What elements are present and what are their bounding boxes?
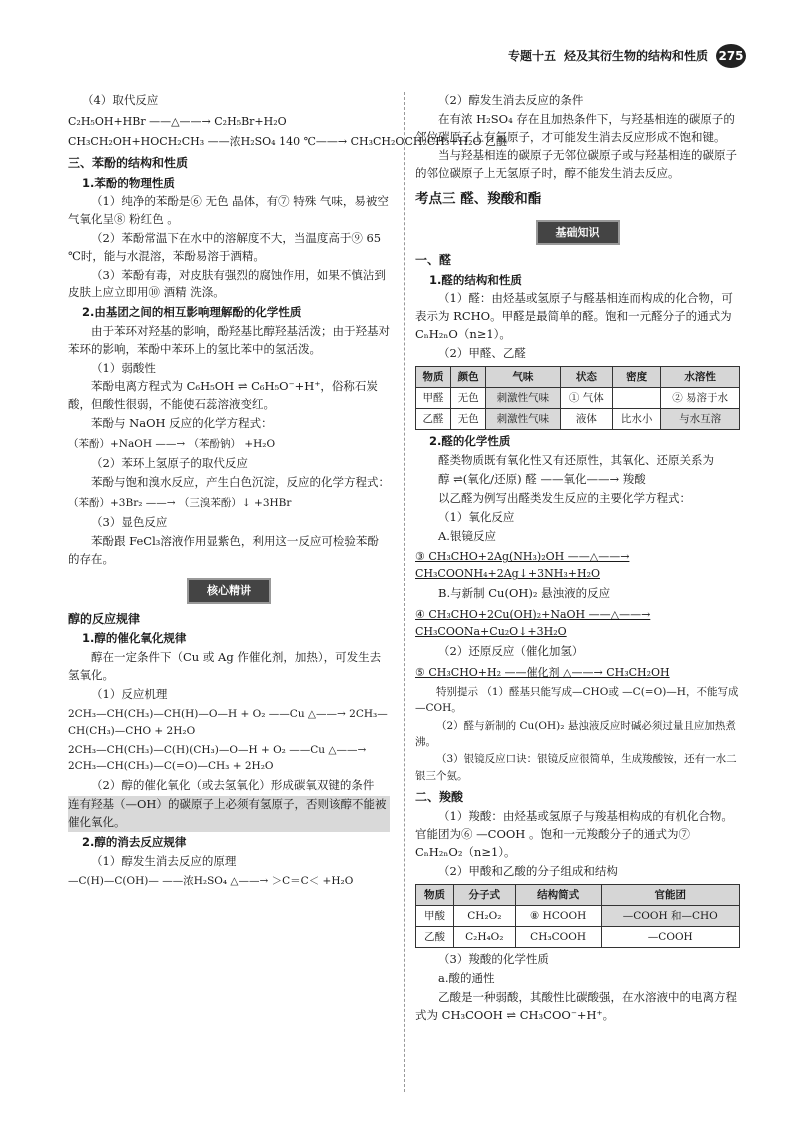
paragraph: A.银镜反应 [438,528,496,543]
paragraph: （2）甲酸和乙酸的分子组成和结构 [438,863,618,878]
table-row [416,387,740,408]
equation: CH₃CH₂OH+HOCH₂CH₃ ——浓H₂SO₄ 140 ℃——→ CH₃CH₂OCH₂CH₃+H₂O 乙醚 [68,134,508,148]
table-cell: 无色 [451,409,486,430]
paragraph: （2）醇发生消去反应的条件 [438,93,584,107]
table-cell: CH₂O₂ [453,905,515,926]
table-cell: C₂H₄O₂ [453,927,515,948]
table-cell: CH₃COOH [515,927,601,948]
paragraph: 由于苯环对羟基的影响，酚羟基比醇羟基活泼；由于羟基对苯环的影响，苯酚中苯环上的氢比苯中的氢活泼。 [68,324,390,356]
topic-heading: 考点三 醛、羧酸和酯 [415,191,542,208]
section-tag: 基础知识 [536,220,620,245]
section-heading: 一、醛 [415,253,452,268]
paragraph: （2）甲醛、乙醛 [438,345,526,360]
note: 特别提示 （1）醛基只能写成—CHO或 —C(=O)—H，不能写成—COH。 [415,686,739,715]
paragraph: 乙酸是一种弱酸，其酸性比碳酸强，在水溶液中的电离方程式为 CH₃COOH ⇌ CH₃COO⁻+H⁺。 [415,990,737,1022]
acid-table [415,884,740,949]
table-header: 密度 [613,366,661,387]
equation: C₂H₅OH+HBr ——△——→ C₂H₅Br+H₂O [68,114,287,128]
paragraph: （1）醇发生消去反应的原理 [91,853,237,868]
table-cell: ① 气体 [560,387,612,408]
equation: ③ CH₃CHO+2Ag(NH₃)₂OH ——△——→ CH₃COONH₄+2Ag↓+3NH₃+H₂O [415,550,630,581]
reaction-scheme: 2CH₃—CH(CH₃)—CH(H)—O—H + O₂ ——Cu △——→ 2CH₃—CH(CH₃)—CHO + 2H₂O [68,708,388,737]
paragraph: （2）醇的催化氧化（或去氢氧化）形成碳氧双键的条件 [91,778,375,793]
paragraph: （1）氧化反应 [438,509,515,524]
table-cell: 刺激性气味 [486,409,561,430]
paragraph: （2）苯环上氢原子的取代反应 [91,456,248,471]
section-heading: 二、羧酸 [415,789,464,804]
paragraph: 醇 ⇌(氧化/还原) 醛 ——氧化——→ 羧酸 [438,472,646,487]
table-cell: 比水小 [613,409,661,430]
subsection-heading: 1.醇的催化氧化规律 [82,631,187,646]
table-cell: ② 易溶于水 [661,387,740,408]
table-header: 状态 [560,366,612,387]
paragraph: 醇在一定条件下（Cu 或 Ag 作催化剂，加热），可发生去氢氧化。 [68,649,382,682]
topic-label: 专题十五 [507,48,556,63]
paragraph: （3）苯酚有毒，对皮肤有强烈的腐蚀作用，如果不慎沾到皮肤上应立即用⑩ 酒精 洗涤。 [68,267,386,300]
paragraph: 苯酚电离方程式为 C₆H₅OH ⇌ C₆H₅O⁻+H⁺，俗称石炭酸，但酸性很弱，不能使石蕊溶液变红。 [68,379,378,412]
chapter-title: 烃及其衍生物的结构和性质 [563,48,708,63]
section-heading: 醇的反应规律 [68,611,141,626]
table-header: 分子式 [453,884,515,905]
reaction-scheme: —C(H)—C(OH)— ——浓H₂SO₄ △——→ ＞C＝C＜ +H₂O [68,875,354,888]
table-header: 结构简式 [515,884,601,905]
equation: ④ CH₃CHO+2Cu(OH)₂+NaOH ——△——→ CH₃COONa+Cu₂O↓+3H₂O [415,608,651,639]
paragraph: 连有羟基（—OH）的碳原子上必须有氢原子，否则该醇不能被催化氧化。 [68,796,390,832]
reaction-scheme: （苯酚）+NaOH ——→ （苯酚钠） +H₂O [68,437,276,450]
table-cell: —COOH 和—CHO [601,905,739,926]
table-cell: 液体 [560,409,612,430]
paragraph: 当与羟基相连的碳原子无邻位碳原子或与羟基相连的碳原子的邻位碳原子上无氢原子时，醇不能发生消去反应。 [415,148,737,181]
table-cell: 甲酸 [416,905,454,926]
subsection-heading: 1.醛的结构和性质 [429,272,522,287]
table-cell [613,387,661,408]
paragraph: 苯酚与饱和溴水反应，产生白色沉淀，反应的化学方程式： [91,474,390,489]
paragraph: （1）羧酸：由烃基或氢原子与羧基相构成的有机化合物。官能团为⑥ —COOH 。饱和一元羧酸分子的通式为⑦ CₙH₂ₙO₂（n≥1）。 [415,809,733,860]
paragraph: B.与新制 Cu(OH)₂ 悬浊液的反应 [438,586,611,601]
table-header: 物质 [416,366,451,387]
page-number: 275 [716,44,746,68]
reaction-scheme: 2CH₃—CH(CH₃)—C(H)(CH₃)—O—H + O₂ ——Cu △——→ 2CH₃—CH(CH₃)—C(=O)—CH₃ + 2H₂O [68,743,367,773]
subsection-heading: 1.苯酚的物理性质 [82,175,175,190]
column-divider [404,92,405,1092]
equation: ⑤ CH₃CHO+H₂ ——催化剂 △——→ CH₃CH₂OH [415,666,670,680]
note: （2）醛与新制的 Cu(OH)₂ 悬浊液反应时碱必须过量且应加热煮沸。 [415,719,736,749]
paragraph: 醛类物质既有氧化性又有还原性，其氧化、还原关系为 [438,453,714,468]
table-header: 气味 [486,366,561,387]
table-cell: 无色 [451,387,486,408]
paragraph: 以乙醛为例写出醛类发生反应的主要化学方程式： [438,490,691,505]
paragraph: 在有浓 H₂SO₄ 存在且加热条件下，与羟基相连的碳原子的邻位碳原子上有氢原子，才可能发生消去反应形成不饱和键。 [415,111,735,144]
table-cell: 乙酸 [416,927,454,948]
paragraph: （3）显色反应 [91,515,168,530]
table-cell: 与水互溶 [661,409,740,430]
right-column [415,92,740,1026]
table-cell: 刺激性气味 [486,387,561,408]
paragraph: （1）反应机理 [91,686,168,701]
paragraph: （3）羧酸的化学性质 [438,952,549,967]
note: （3）银镜反应口诀：银镜反应很简单，生成羧酸铵，还有一水二银三个氨。 [415,753,737,782]
paragraph: （1）醛：由烃基或氢原子与醛基相连而构成的化合物，可表示为 RCHO。甲醛是最简单的醛。饱和一元醛分子的通式为 CₙH₂ₙO（n≥1）。 [415,291,733,342]
paragraph: 苯酚与 NaOH 反应的化学方程式： [91,416,273,431]
subsection-heading: 2.醇的消去反应规律 [82,834,187,849]
table-header: 物质 [416,884,454,905]
paragraph: （2）还原反应（催化加氢） [438,644,584,659]
section-tag: 核心精讲 [187,578,271,603]
table-cell: —COOH [601,927,739,948]
paragraph: 苯酚跟 FeCl₃溶液作用显紫色，利用这一反应可检验苯酚的存在。 [68,533,379,566]
aldehyde-table [415,366,740,431]
table-cell: 甲醛 [416,387,451,408]
table-header: 水溶性 [661,366,740,387]
table-row [416,905,740,926]
text-line: （4）取代反应 [82,93,159,107]
table-cell: ⑧ HCOOH [515,905,601,926]
subsection-heading: 2.由基团之间的相互影响理解酚的化学性质 [82,305,302,320]
table-header: 颜色 [451,366,486,387]
table-header: 官能团 [601,884,739,905]
section-heading: 三、苯酚的结构和性质 [68,155,189,170]
page-header [508,44,746,68]
paragraph: a.酸的通性 [438,971,495,986]
table-row [416,409,740,430]
subsection-heading: 2.醛的化学性质 [429,434,511,449]
reaction-scheme: （苯酚）+3Br₂ ——→ （三溴苯酚）↓ +3HBr [68,496,292,509]
paragraph: （1）纯净的苯酚是⑥ 无色 晶体，有⑦ 特殊 气味，易被空气氧化呈⑧ 粉红色 。 [68,194,389,227]
table-cell: 乙醛 [416,409,451,430]
paragraph: （2）苯酚常温下在水中的溶解度不大，当温度高于⑨ 65 ℃时，能与水混溶，苯酚易溶于酒精。 [68,230,382,263]
table-row [416,927,740,948]
paragraph: （1）弱酸性 [91,360,156,375]
